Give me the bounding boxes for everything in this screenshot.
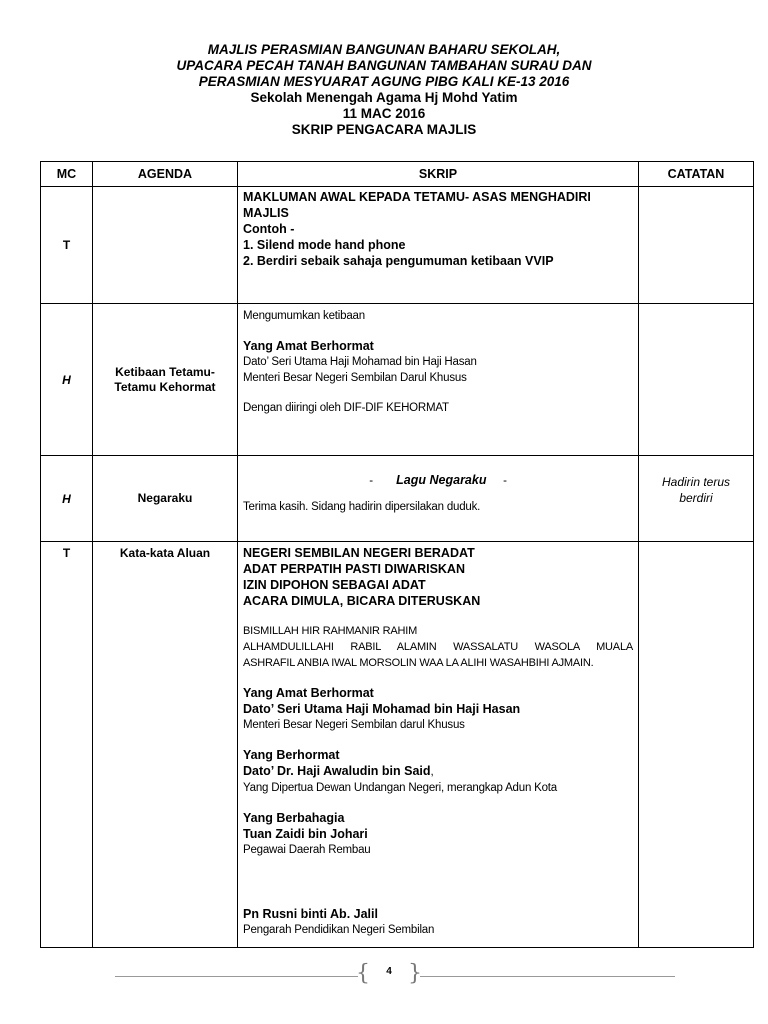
- document-header: [0, 42, 768, 138]
- row2-agenda: [93, 304, 238, 456]
- row4-guest2-title: Yang Berhormat: [243, 748, 340, 762]
- script-table: [40, 161, 754, 948]
- row4-guest1-position: Menteri Besar Negeri Sembilan darul Khusus: [243, 719, 465, 731]
- row3-dash-left: -: [369, 475, 373, 487]
- row4-doa-line: ASHRAFIL ANBIA IWAL MORSOLIN WAA LA ALIHI WASAHBIHI AJMAIN.: [243, 657, 594, 669]
- footer-brace-left-icon: {: [356, 961, 370, 986]
- row3-thanks: Terima kasih. Sidang hadirin dipersilakan duduk.: [243, 501, 481, 513]
- row1-skrip-line: MAKLUMAN AWAL KEPADA TETAMU- ASAS MENGHADIRI: [243, 190, 591, 204]
- header-title-line-3: PERASMIAN MESYUARAT AGUNG PIBG KALI KE-13 2016: [198, 74, 570, 89]
- row3-catatan-line-1: Hadirin terus: [661, 475, 731, 489]
- row4-pantun-line: NEGERI SEMBILAN NEGERI BERADAT: [243, 546, 475, 560]
- row4-pantun-line: IZIN DIPOHON SEBAGAI ADAT: [243, 578, 426, 592]
- row4-pantun-line: ACARA DIMULA, BICARA DITERUSKAN: [243, 594, 481, 608]
- header-school-name: Sekolah Menengah Agama Hj Mohd Yatim: [250, 90, 518, 105]
- row1-skrip-line: 1. Silend mode hand phone: [243, 238, 406, 252]
- row4-agenda: Kata-kata Aluan: [93, 542, 238, 948]
- header-title-line-2: UPACARA PECAH TANAH BANGUNAN TAMBAHAN SURAU DAN: [176, 58, 592, 73]
- table-row: [41, 542, 754, 948]
- row4-skrip: [238, 542, 639, 948]
- row4-guest2-name: Dato’ Dr. Haji Awaludin bin Said: [243, 764, 431, 778]
- row3-song-line: [243, 472, 633, 489]
- table-row: [41, 304, 754, 456]
- row4-guest2-comma: ,: [430, 766, 434, 778]
- row1-skrip-line: 2. Berdiri sebaik sahaja pengumuman ketibaan VVIP: [243, 254, 554, 268]
- row4-guest1-name: Dato’ Seri Utama Haji Mohamad bin Haji Hasan: [243, 702, 521, 716]
- header-catatan: CATATAN: [639, 162, 754, 187]
- row3-agenda: Negaraku: [93, 456, 238, 542]
- row1-agenda: [93, 187, 238, 304]
- row4-guest3-position: Pegawai Daerah Rembau: [243, 844, 371, 856]
- table-header-row: [41, 162, 754, 187]
- row3-mc: H: [41, 456, 93, 542]
- row4-doa-line: ALHAMDULILLAHI RABIL ALAMIN WASSALATU WASOLA MUALA: [243, 641, 633, 653]
- header-skrip: SKRIP: [238, 162, 639, 187]
- row3-skrip: [238, 456, 639, 542]
- row3-catatan: [639, 456, 754, 542]
- table-row: [41, 456, 754, 542]
- row2-agenda-line-1: Ketibaan Tetamu-: [115, 364, 215, 379]
- row4-mc: T: [41, 542, 93, 948]
- row3-song-title: Lagu Negaraku: [396, 473, 487, 487]
- row2-skrip: [238, 304, 639, 456]
- row4-guest4-name: Pn Rusni binti Ab. Jalil: [243, 907, 378, 921]
- row3-dash-right: -: [503, 475, 507, 487]
- header-script-title: SKRIP PENGACARA MAJLIS: [291, 122, 477, 137]
- header-mc: MC: [41, 162, 93, 187]
- row4-doa-line: BISMILLAH HIR RAHMANIR RAHIM: [243, 625, 418, 637]
- row4-guest3-title: Yang Berbahagia: [243, 811, 345, 825]
- row2-title: Yang Amat Berhormat: [243, 339, 374, 353]
- row1-skrip-line: Contoh -: [243, 222, 295, 236]
- row2-agenda-line-2: Tetamu Kehormat: [114, 379, 216, 394]
- footer-brace-right-icon: }: [408, 961, 422, 986]
- row3-catatan-line-2: berdiri: [679, 491, 713, 505]
- row1-skrip: [238, 187, 639, 304]
- footer-rule-left: [115, 976, 358, 977]
- row2-mc: H: [41, 304, 93, 456]
- footer-rule-right: [420, 976, 675, 977]
- row4-guest4-position: Pengarah Pendidikan Negeri Sembilan: [243, 924, 435, 936]
- row4-guest1-title: Yang Amat Berhormat: [243, 686, 374, 700]
- row4-guest2-name-line: [243, 763, 633, 780]
- page-number: 4: [386, 966, 392, 977]
- row4-guest2-position: Yang Dipertua Dewan Undangan Negeri, merangkap Adun Kota: [243, 782, 557, 794]
- row2-announce: Mengumumkan ketibaan: [243, 310, 365, 322]
- table-row: [41, 187, 754, 304]
- row2-escort: Dengan diiringi oleh DIF-DIF KEHORMAT: [243, 402, 449, 414]
- row2-name: Dato’ Seri Utama Haji Mohamad bin Haji Hasan: [243, 356, 477, 368]
- row4-pantun-line: ADAT PERPATIH PASTI DIWARISKAN: [243, 562, 465, 576]
- row2-position: Menteri Besar Negeri Sembilan Darul Khusus: [243, 372, 467, 384]
- header-title-line-1: MAJLIS PERASMIAN BANGUNAN BAHARU SEKOLAH,: [207, 42, 561, 57]
- header-agenda: AGENDA: [93, 162, 238, 187]
- row1-mc: T: [41, 187, 93, 304]
- header-date: 11 MAC 2016: [342, 106, 426, 121]
- row4-guest3-name: Tuan Zaidi bin Johari: [243, 827, 368, 841]
- row4-catatan: [639, 542, 754, 948]
- row1-catatan: [639, 187, 754, 304]
- row1-skrip-line: MAJLIS: [243, 206, 289, 220]
- row2-catatan: [639, 304, 754, 456]
